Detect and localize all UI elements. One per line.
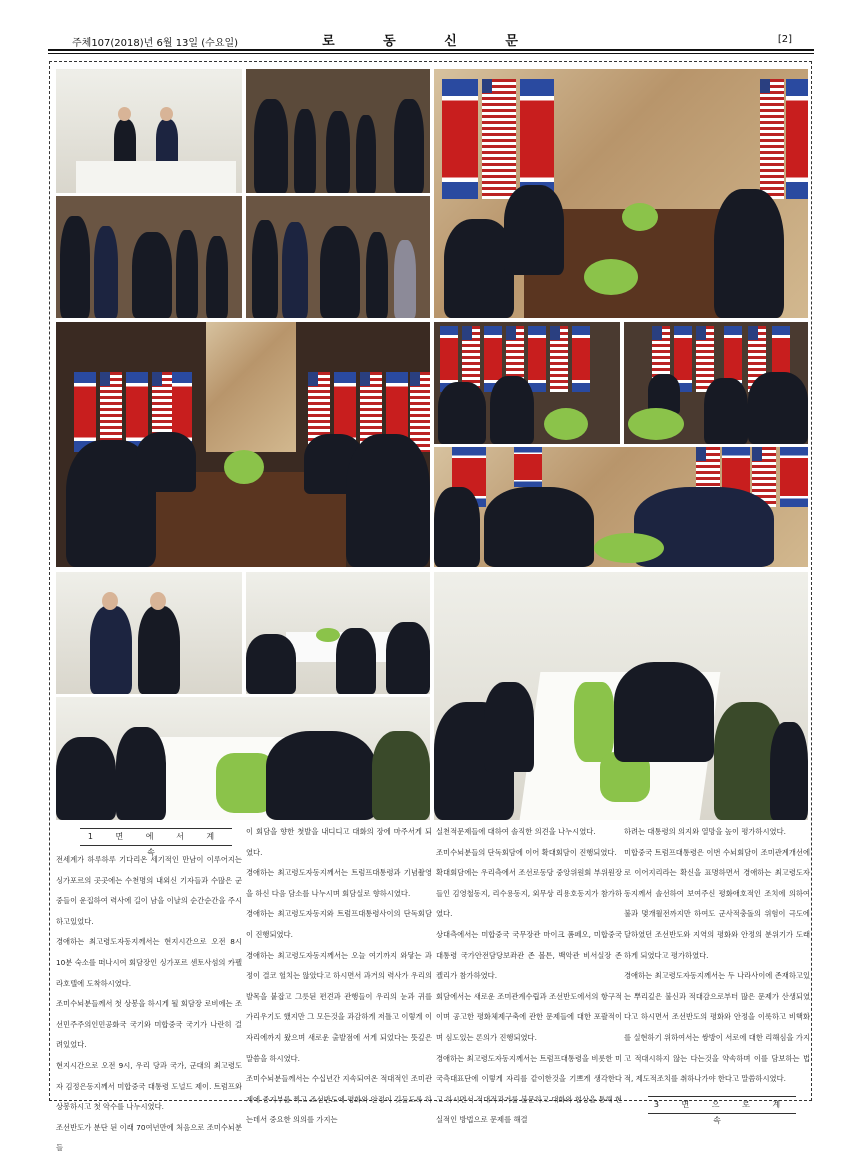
paragraph: 조미수뇌분들의 단독회담에 이어 확대회담이 진행되였다. — [436, 847, 617, 857]
photo-lunch-hall-3 — [56, 697, 430, 820]
photo-meeting-summit-room — [56, 322, 430, 567]
paragraph: 상대측에서는 미합중국 국무장관 마이크 폼페오, 미합중국 대통령 국가안전담당보좌관 존 볼튼, 백악관 비서실장 존 켈리가 참가하였다. — [436, 929, 622, 981]
photo-handshake-group-2 — [56, 196, 242, 318]
photo-walk-together — [56, 572, 242, 694]
photo-meeting-us-side — [624, 322, 808, 444]
photo-lunch-hall-1 — [246, 572, 430, 694]
paragraph: 경애하는 최고령도자동지께서는 두 나라사이에 존재하고있는 뿌리깊은 불신과 적대감으로부터 많은 문제가 산생되였다고 하시면서 조선반도의 평화와 안정을 이룩하고 비핵화를 실현하기 위하여서는 쌍방이 서로에 대한 리해심을 가지고 적대시하지 않는 다는것을 약속하며 이를 담보하는 법적, 제도적조치를 취하나가야 한다고 말씀하시였다. — [624, 971, 810, 1084]
paragraph: 회담에서는 새로운 조미관계수립과 조선반도에서의 항구적이며 공고한 평화체제구축에 관한 문제들에 대한 포괄적이며 심도있는 론의가 진행되였다. — [436, 991, 622, 1042]
paragraph: 현지시간으로 오전 9시, 우리 당과 국가, 군대의 최고령도자 김정은동지께서 미합중국 대통령 도널드 제이. 트럼프와 상봉하시고 첫 악수를 나누시였다. — [56, 1060, 242, 1112]
paragraph: 경애하는 최고령도자동지께서는 트럼프대통령과 기념촬영을 하신 다음 담소를 나누시며 회담실로 향하시였다. — [246, 868, 432, 898]
article-column-4 — [624, 822, 810, 1125]
header-rule-thin — [48, 53, 814, 54]
issue-date: 주체107(2018)년 6월 13일 (수요일) — [72, 38, 239, 49]
masthead: 로 동 신 문 — [322, 34, 540, 49]
paragraph: 하려는 대통령의 의지와 열망을 높이 평가하시였다. — [624, 827, 786, 836]
photo-meeting-large — [434, 69, 808, 318]
page-header — [48, 30, 814, 50]
page-number: [2] — [777, 34, 792, 45]
photo-table-handshake — [434, 447, 808, 567]
article-column-3 — [436, 822, 622, 1131]
photo-lunch-hall-2 — [434, 572, 808, 820]
continued-from-label: 1 면 에 서 계 속 — [80, 828, 232, 846]
paragraph: 전세계가 하루하루 기다리온 세기적인 만남이 이루어지는 싱가포르의 곳곳에는 수천명의 내외신 기자들과 수많은 군중들이 운집하여 력사에 길이 남을 이날의 순간순간을 주시하고있었다. — [56, 855, 242, 926]
paragraph: 경애하는 최고령도자동지와 트럼프대통령사이의 단독회담이 진행되였다. — [246, 909, 432, 939]
continued-to-label: 3 면 으 로 계 속 — [648, 1096, 796, 1114]
header-rule — [48, 49, 814, 51]
paragraph: 조미수뇌분들께서는 수십년간 지속되여온 적대적인 조미관계에 종지부를 찍고 조선반도에 평화와 안정이 깃들도록 하는데서 중요한 의의를 가지는 — [246, 1074, 432, 1125]
paragraph: 경애하는 최고령도자동지께서는 트럼프대통령을 비롯한 미국측대표단에 이렇게 자리를 같이한것을 기쁘게 생각한다고 하시면서 적대적과거를 불문하고 대화와 협상을 통해 현실적인 방법으로 문제를 해결 — [436, 1053, 622, 1125]
photo-meeting-kp-side — [434, 322, 620, 444]
photo-balcony — [56, 69, 242, 193]
paragraph: 확대회담에는 우리측에서 조선로동당 중앙위원회 부위원장들인 김영철동지, 리수용동지, 외무상 리용호동지가 참가하였다. — [436, 868, 622, 919]
photo-handshake-group-1 — [246, 69, 430, 193]
paragraph: 조미수뇌분들께서 첫 상봉을 하시게 될 회담장 로비에는 조선민주주의인민공화국 국기와 미합중국 국기가 나란히 걸려있었다. — [56, 999, 242, 1050]
article-column-2 — [246, 822, 432, 1131]
paragraph: 조선반도가 분단 된 이래 70여년만에 처음으로 조미수뇌분들 — [56, 1122, 242, 1153]
photo-handshake-group-3 — [246, 196, 430, 318]
article-column-1 — [56, 822, 242, 1159]
paragraph: 이 회담을 향한 첫발을 내디디고 대화의 장에 마주서게 되였다. — [246, 827, 432, 857]
paragraph: 실천적문제들에 대하여 솔직한 의견을 나누시였다. — [436, 827, 596, 836]
paragraph: 경애하는 최고령도자동지께서는 현지시간으로 오전 8시 10분 숙소를 떠나시여 회담장인 싱가포르 센토사섬의 카펠라호텔에 도착하시였다. — [56, 937, 242, 988]
paragraph: 경애하는 최고령도자동지께서는 오늘 여기까지 와닿는 과정이 결코 헐치는 않았다고 하시면서 과거의 력사가 우리의 발목을 붙잡고 그릇된 편견과 관행들이 우리의 눈과 귀를 가리우기도 했지만 그 모든것을 과감하게 저틀고 이렇게 이 자리에까지 왔으며 새로운 출발점에 서게 되었다는 뜻깊은 말씀을 하시였다. — [246, 950, 432, 1063]
paragraph: 미합중국 트럼프대통령은 이번 수뇌회담이 조미관계개선에로 이어지리라는 확신을 표명하면서 경애하는 최고령도자동지께서 솔선하여 보여주신 평화애호적인 조치에 의하여 불과 몇개월전까지만 하여도 군사적충돌의 위험이 극도에 달하였던 조선반도와 지역의 평화와 안정의 분위기가 도래하게 되였다고 평가하였다. — [624, 847, 810, 960]
